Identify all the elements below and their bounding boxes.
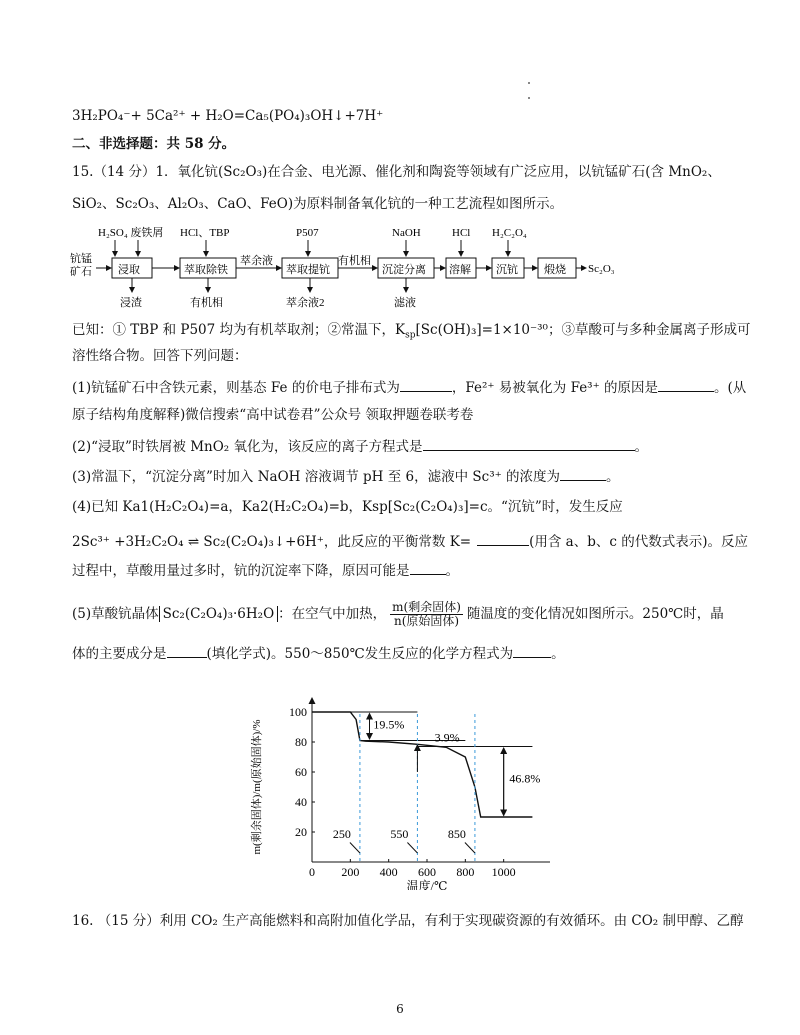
p5c: 随温度的变化情况如图所示。250℃时，晶 — [466, 606, 724, 622]
p5-line2 — [72, 645, 565, 663]
step-dissolve: 溶解 — [449, 264, 471, 276]
p1-line1 — [72, 379, 746, 397]
answer-blank[interactable] — [423, 438, 635, 451]
y-tick-label: 40 — [295, 795, 307, 809]
scan-dot — [528, 82, 530, 84]
page-number: 6 — [396, 1002, 404, 1016]
connector-organic: 有机相 — [338, 255, 371, 267]
x-tick-label: 200 — [341, 865, 360, 879]
product-sc2o3: Sc₂O₃ — [588, 263, 615, 275]
p4-line1: (4)已知 Ka1(H₂C₂O₄)=a，Ka2(H₂C₂O₄)=b，Ksp[Sc₂(C₂O₄)₃]=c。“沉钪”时，发生反应 — [72, 499, 623, 515]
known-a: 已知：① TBP 和 P507 均为有机萃取剂；②常温下，K — [72, 322, 406, 338]
x-tick-label: 1000 — [491, 865, 516, 879]
annotation-46-8: 46.8% — [509, 771, 541, 786]
step-extract-fe: 萃取除铁 — [184, 264, 228, 276]
q15-line2: SiO₂、Sc₂O₃、Al₂O₃、CaO、FeO)为原料制备氧化钪的一种工艺流程如图所示。 — [72, 196, 564, 212]
section-title: 二、非选择题：共 58 分。 — [72, 136, 236, 152]
reagent-2: HCl、TBP — [180, 227, 230, 239]
y-tick-label: 20 — [295, 825, 307, 839]
ore-label-2: 矿石 — [70, 266, 92, 278]
byproduct-organic: 有机相 — [190, 297, 223, 309]
scan-dot — [528, 97, 530, 99]
step-calcine: 煅烧 — [544, 264, 566, 276]
p4e: 。 — [445, 563, 459, 579]
p1b: ，Fe²⁺ 易被氧化为 Fe³⁺ 的原因是 — [451, 380, 659, 396]
annotation-3-9: 3.9% — [434, 730, 460, 745]
tga-chart — [230, 690, 550, 890]
known-line1 — [72, 321, 750, 345]
p2a: (2)“浸取”时铁屑被 MnO₂ 氧化为，该反应的离子方程式是 — [72, 439, 423, 455]
q16-line1: 16. （15 分）利用 CO₂ 生产高能燃料和高附加值化学品，有利于实现碳资源的有效循环。由 CO₂ 制甲醇、乙醇 — [72, 913, 744, 929]
frac-den: n(原始固体) — [393, 614, 460, 628]
p4-line2 — [72, 533, 748, 551]
temp-label: 250 — [332, 827, 351, 841]
p2b: 。 — [634, 439, 649, 455]
p5f: 。 — [551, 646, 565, 662]
x-axis-label: 温度/℃ — [406, 879, 448, 890]
mass-curve — [312, 712, 532, 817]
x-tick-label: 600 — [418, 865, 436, 879]
p4-line3 — [72, 562, 459, 580]
temp-pointer — [465, 843, 475, 854]
q15-line1: 15.（14 分）1．氧化钪(Sc₂O₃)在合金、电光源、催化剂和陶瓷等领域有广泛应用，以钪锰矿石(含 MnO₂、 — [72, 164, 721, 180]
chart-layer — [249, 698, 550, 890]
p4c: (用含 a、b、c 的代数式表示)。反应 — [529, 534, 748, 550]
p1c: 。(从 — [714, 380, 747, 396]
mass-ratio-fraction — [390, 601, 463, 628]
temp-pointer — [350, 843, 360, 854]
answer-blank[interactable] — [658, 379, 714, 392]
x-tick-label: 400 — [379, 865, 398, 879]
temp-label: 850 — [447, 827, 466, 841]
answer-blank[interactable] — [400, 379, 452, 392]
temp-label: 550 — [390, 827, 409, 841]
p2-line — [72, 438, 648, 456]
frac-num: m(剩余固体) — [392, 600, 461, 614]
y-tick-label: 100 — [289, 705, 307, 719]
p1-line2: 原子结构角度解释)微信搜索“高中试卷君”公众号 领取押题卷联考卷 — [72, 407, 474, 423]
answer-blank[interactable] — [477, 533, 529, 546]
byproduct-raffinate2: 萃余液2 — [286, 297, 325, 309]
p3b: 。 — [606, 469, 620, 485]
reagent-4: NaOH — [392, 227, 421, 239]
answer-blank[interactable] — [560, 468, 606, 481]
byproduct-filtrate: 滤液 — [394, 297, 416, 309]
answer-blank[interactable] — [167, 645, 207, 658]
p1a: (1)钪锰矿石中含铁元素，则基态 Fe 的价电子排布式为 — [72, 380, 400, 396]
step-extract-sc: 萃取提钪 — [286, 264, 330, 276]
step-sc-precip: 沉钪 — [496, 264, 518, 276]
x-tick-label: 800 — [456, 865, 475, 879]
intro-equation: 3H₂PO₄⁻+ 5Ca²⁺ + H₂O=Ca₅(PO₄)₃OH↓+7H⁺ — [72, 108, 384, 124]
temp-pointer — [407, 843, 417, 854]
step-leach: 浸取 — [118, 264, 140, 276]
y-axis-label: m(剩余固体)/m(原始固体)/% — [251, 719, 263, 855]
known-b: [Sc(OH)₃]=1×10⁻³⁰；③草酸可与多种金属离子形成可 — [415, 322, 751, 338]
p5-formula: Sc₂(C₂O₄)₃·6H₂O — [159, 606, 279, 622]
reagent-3: P507 — [296, 227, 319, 239]
p5e: (填化学式)。550～850℃发生反应的化学方程式为 — [206, 646, 514, 662]
p5a: (5)草酸钪晶体 — [72, 606, 159, 622]
p5b: ：在空气中加热， — [278, 606, 387, 622]
annotation-19-5: 19.5% — [373, 717, 405, 732]
p5-line1 — [72, 598, 724, 630]
reagent-6: H₂C₂O₄ — [492, 227, 527, 239]
ore-label-1: 钪锰 — [70, 253, 92, 265]
p5d: 体的主要成分是 — [72, 646, 167, 662]
reagent-1: H₂SO₄ 废铁屑 — [98, 227, 164, 239]
step-precipitate: 沉淀分离 — [382, 264, 426, 276]
p4d: 过程中，草酸用量过多时，钪的沉淀率下降，原因可能是 — [72, 563, 410, 579]
answer-blank[interactable] — [513, 645, 551, 658]
byproduct-residue: 浸渣 — [120, 297, 142, 309]
reagent-5: HCl — [452, 227, 471, 239]
answer-blank[interactable] — [410, 562, 446, 575]
connector-raffinate: 萃余液 — [240, 255, 273, 267]
p4b: 2Sc³⁺ +3H₂C₂O₄ ⇌ Sc₂(C₂O₄)₃↓+6H⁺，此反应的平衡常数 K= — [72, 534, 472, 550]
x-tick-label: 0 — [309, 865, 315, 879]
y-tick-label: 60 — [295, 765, 307, 779]
known-line2: 溶性络合物。回答下列问题： — [72, 348, 248, 364]
p3-line — [72, 468, 620, 486]
p3a: (3)常温下，“沉淀分离”时加入 NaOH 溶液调节 pH 至 6，滤液中 Sc³⁺ 的浓度为 — [72, 469, 561, 485]
ksp-sub: sp — [405, 330, 416, 341]
process-flow-diagram — [68, 222, 668, 312]
y-tick-label: 80 — [295, 735, 307, 749]
